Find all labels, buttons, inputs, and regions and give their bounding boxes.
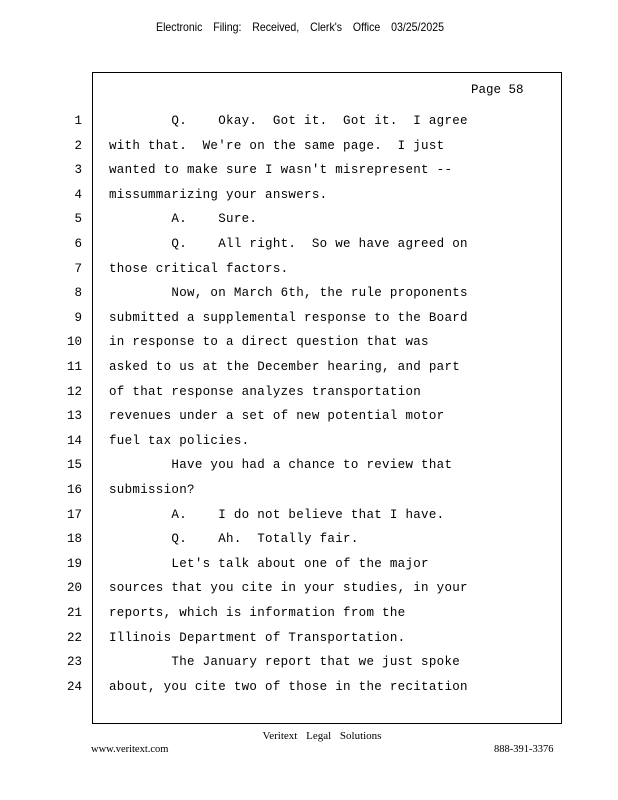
line-number: 21 <box>66 606 82 620</box>
transcript-line: in response to a direct question that was <box>109 335 429 350</box>
line-number: 17 <box>66 507 82 522</box>
transcript-line: about, you cite two of those in the recitation <box>109 679 468 694</box>
line-number: 7 <box>74 261 82 276</box>
line-number: 8 <box>74 286 82 301</box>
line-number: 9 <box>74 310 82 325</box>
line-number: 2 <box>74 138 82 153</box>
footer-company: Veritext Legal Solutions <box>262 730 382 742</box>
transcript-line: of that response analyzes transportation <box>109 384 422 399</box>
transcript-line: A. I do not believe that I have. <box>109 507 445 522</box>
line-number: 3 <box>74 163 82 178</box>
line-number: 6 <box>74 237 82 251</box>
transcript-line: submission? <box>109 483 195 497</box>
footer-website: www.veritext.com <box>91 744 169 755</box>
transcript-line: fuel tax policies. <box>109 433 250 448</box>
line-number: 19 <box>66 556 82 571</box>
transcript-line: Q. Okay. Got it. Got it. I agree <box>109 114 468 128</box>
transcript-line: missummarizing your answers. <box>109 187 328 202</box>
line-number: 20 <box>66 581 82 596</box>
transcript-line: Q. All right. So we have agreed on <box>109 237 468 251</box>
transcript-line: submitted a supplemental response to the Board <box>109 310 468 325</box>
line-number: 11 <box>66 360 82 374</box>
transcript-line: Q. Ah. Totally fair. <box>109 532 359 547</box>
transcript-line: Now, on March 6th, the rule proponents <box>109 286 468 301</box>
footer-phone: 888-391-3376 <box>494 744 554 755</box>
line-number: 5 <box>74 212 82 227</box>
page-number: Page 58 <box>471 83 524 97</box>
transcript-line: those critical factors. <box>109 261 289 276</box>
transcript-line: asked to us at the December hearing, and part <box>109 360 461 374</box>
line-number: 13 <box>66 409 82 424</box>
line-number: 22 <box>66 630 82 645</box>
transcript-line: The January report that we just spoke <box>109 655 461 670</box>
line-number: 4 <box>74 187 82 202</box>
transcript-line: revenues under a set of new potential motor <box>109 409 445 424</box>
line-number: 14 <box>66 433 82 448</box>
transcript-line: Let's talk about one of the major <box>109 556 429 571</box>
transcript-line: Have you had a chance to review that <box>109 458 453 473</box>
transcript-line: A. Sure. <box>109 212 258 227</box>
transcript-line: with that. We're on the same page. I just <box>109 138 445 153</box>
line-number: 23 <box>66 655 82 670</box>
transcript-line: reports, which is information from the <box>109 606 406 620</box>
transcript-line: sources that you cite in your studies, in your <box>109 581 468 596</box>
transcript-line: wanted to make sure I wasn't misrepresent -- <box>109 163 453 178</box>
line-number: 16 <box>66 483 82 497</box>
line-number: 1 <box>74 114 82 128</box>
transcript-line: Illinois Department of Transportation. <box>109 630 406 645</box>
line-number: 12 <box>66 384 82 399</box>
filing-header: Electronic Filing: Received, Clerk's Office 03/25/2025 <box>156 20 444 34</box>
line-number: 10 <box>66 335 82 350</box>
line-number: 18 <box>66 532 82 547</box>
line-number: 15 <box>66 458 82 473</box>
line-number: 24 <box>66 679 82 694</box>
